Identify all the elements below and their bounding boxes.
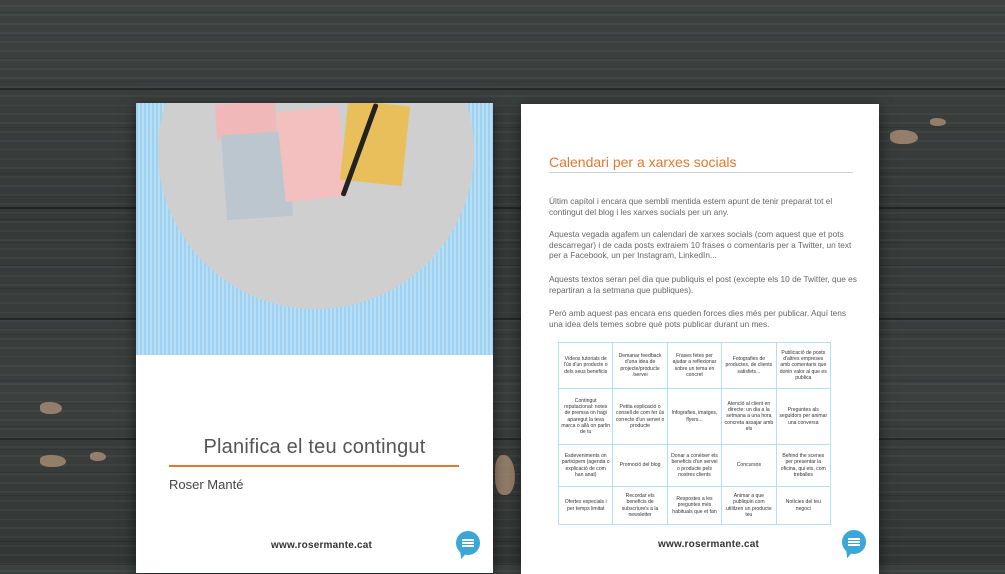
- wood-chip: [90, 452, 106, 461]
- title-divider: [549, 172, 853, 173]
- cover-photo: [136, 103, 493, 355]
- table-cell: Vídeos tutorials de l'ús d'un producte o dels seus beneficis: [559, 343, 613, 389]
- table-cell: Frases fetes per ajudar a reflexionar sobre un tema en concret: [667, 343, 721, 389]
- page-title: Calendari per a xarxes socials: [549, 154, 737, 170]
- table-row: [559, 487, 831, 525]
- table-cell: Demanar feedback d'una idea de projecte/producte /servei: [613, 343, 667, 389]
- table-cell: Promoció del blog: [613, 445, 667, 487]
- wood-chip: [495, 455, 515, 495]
- table-cell: Donar a conèixer els beneficis d'un servei o producte pels nostres clients: [667, 445, 721, 487]
- ideas-table: [558, 342, 831, 525]
- footer-url[interactable]: www.rosermante.cat: [658, 539, 760, 550]
- table-cell: Petita explicació o consell de com fer ús correcte d'un servei o producte: [613, 389, 667, 445]
- table-cell: Respostes a les preguntes més habituals que et fan: [667, 487, 721, 525]
- paragraph: Aquesta vegada agafem un calendari de xarxes socials (com aquest que et pots descarregar) i de cada posts extraiem 10 frases o comentaris per a Twitter, un text per a Facebook, un per Instagram, LinkedIn...: [549, 229, 852, 260]
- plank-seam: [0, 88, 1005, 90]
- table-cell: Esdeveniments on participem (agenda o explicació de com han anat): [559, 445, 613, 487]
- table-cell: Behind the scenes per presentar la oficina, qui ets, com treballes: [776, 445, 830, 487]
- table-cell: Ofertes especials i per temps limitat: [559, 487, 613, 525]
- footer-url[interactable]: www.rosermante.cat: [271, 540, 373, 551]
- table-cell: Fotografies de productes, de clients satisfets...: [722, 343, 776, 389]
- table-cell: Atenció al client en directe: un dia a la setmana a una hora concreta assajar amb els: [722, 389, 776, 445]
- paragraph: Aquests textos seran pel dia que publiquis el post (excepte els 10 de Twitter, que es repartiran a la setmana que publiques).: [549, 274, 857, 295]
- table-cell: Notícies del teu negoci: [776, 487, 830, 525]
- table-cell: Concursos: [722, 445, 776, 487]
- sticky-note-rose: [276, 106, 347, 202]
- wood-chip: [40, 402, 62, 414]
- table-cell: Publicació de posts d'altres empreses amb comentaris que donin valor al que es publica: [776, 343, 830, 389]
- table-row: [559, 389, 831, 445]
- cover-title: Planifica el teu contingut: [203, 436, 426, 458]
- title-underline: [169, 465, 459, 467]
- cover-author: Roser Manté: [169, 477, 244, 492]
- table-row: [559, 445, 831, 487]
- cover-page: [136, 103, 493, 573]
- chat-icon[interactable]: [456, 531, 480, 555]
- paragraph: Últim capítol i encara que sembli mentida estem apunt de tenir preparat tot el contingut del blog i les xarxes socials per un any.: [549, 196, 833, 217]
- table-row: [559, 343, 831, 389]
- table-cell: Preguntes als seguidors per animar una conversa: [776, 389, 830, 445]
- paragraph: Però amb aquest pas encara ens queden forces dies més per publicar. Aquí tens una idea dels temes sobre què pots publicar durant un mes.: [549, 308, 847, 329]
- wood-chip: [930, 118, 946, 126]
- content-page: [521, 104, 879, 574]
- table-cell: Contingut reputacional: notes de premsa on hagi aparegut la teva marca o allà on parlin de tu: [559, 389, 613, 445]
- wood-chip: [40, 455, 66, 467]
- table-cell: Infografies, imatges, flyers...: [667, 389, 721, 445]
- chat-icon[interactable]: [842, 530, 866, 554]
- wood-chip: [890, 130, 918, 144]
- table-cell: Recordar els beneficis de subscriure's a la newsletter: [613, 487, 667, 525]
- table-cell: Animar a que publiquin com utilitzen un producte teu: [722, 487, 776, 525]
